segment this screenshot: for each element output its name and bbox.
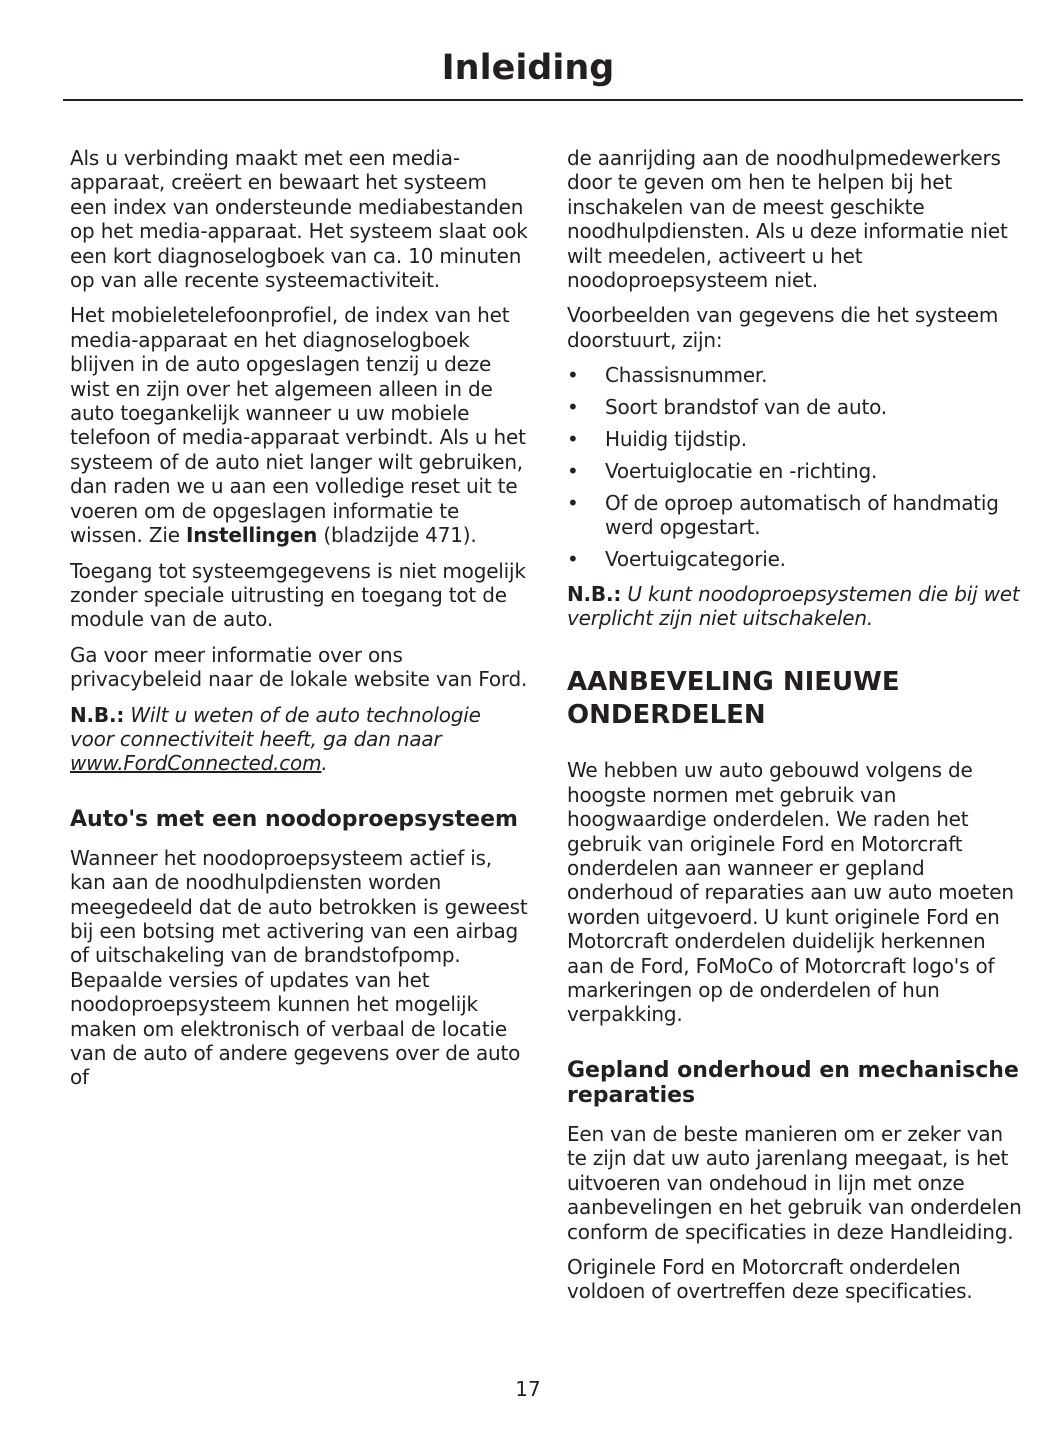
note-label: N.B.: — [70, 702, 125, 727]
page-reference: (bladzijde 471). — [323, 523, 477, 548]
title-divider — [63, 99, 1023, 101]
note-connectivity — [70, 703, 528, 776]
list-item: • Of de oproep automatisch of handmatig werd opgestart. — [567, 490, 999, 540]
bullet-dot: • — [567, 490, 579, 515]
note-end: . — [321, 751, 328, 776]
note-text: Wilt u weten of de auto technologie voor connectiviteit heeft, ga dan naar — [70, 702, 481, 751]
page-number: 17 — [515, 1377, 541, 1401]
note-text: U kunt noodoproepsystemen die bij wet verplicht zijn niet uitschakelen. — [567, 581, 1020, 630]
paragraph-data-examples: Voorbeelden van gegevens die het systeem doorstuurt, zijn: — [567, 303, 999, 352]
list-item: • Chassisnummer. — [567, 363, 768, 388]
bullet-dot: • — [567, 427, 579, 452]
paragraph-media-index: Als u verbinding maakt met een media-apparaat, creëert en bewaart het systeem een index van ondersteunde mediabestanden op het media-apparaat. Het systeem slaat ook een kort diagnoselogboek van ca. 10 minuten op van alle recente systeemactiviteit. — [70, 146, 528, 293]
bullet-dot: • — [567, 458, 579, 483]
list-item: • Soort brandstof van de auto. — [567, 395, 887, 420]
bullet-dot: • — [567, 395, 579, 420]
paragraph-emergency-call: Wanneer het noodoproepsysteem actief is, kan aan de noodhulpdiensten worden meegedeeld dat de auto betrokken is geweest bij een botsing met activering van een airbag of uitschakeling van de brandstofpomp. Bepaalde versies of updates van het noodoproepsysteem kunnen het mogelijk maken om elektronisch of verbaal de locatie van de auto of andere gegevens over de auto of — [70, 845, 528, 1090]
subheading-emergency-call: Auto's met een noodoproepsysteem — [70, 806, 518, 832]
paragraph-maintenance: Een van de beste manieren om er zeker van te zijn dat uw auto jarenlang meegaat, is het uitvoeren van ondehoud in lijn met onze aanbevelingen en het gebruik van onderdelen conform de specificaties in deze Handleiding. — [567, 1121, 1022, 1244]
subheading-maintenance: Gepland onderhoud en mechanische reparaties — [567, 1057, 1019, 1108]
paragraph-system-access: Toegang tot systeemgegevens is niet mogelijk zonder speciale uitrusting en toegang tot de module van de auto. — [70, 558, 526, 632]
settings-reference-link[interactable]: Instellingen — [185, 523, 318, 548]
note-emergency-mandatory — [567, 582, 1027, 631]
paragraph-original-parts: We hebben uw auto gebouwd volgens de hoogste normen met gebruik van hoogwaardige onderdelen. We raden het gebruik van originele Ford en Motorcraft onderdelen aan wanneer er gepland onderhoud of reparaties aan uw auto moeten worden uitgevoerd. U kunt originele Ford en Motorcraft onderdelen duidelijk herkennen aan de Ford, FoMoCo of Motorcraft logo's of markeringen op de onderdelen of hun verpakking. — [567, 758, 1014, 1027]
left-column — [70, 146, 528, 1101]
list-item: • Voertuiglocatie en -richting. — [567, 458, 878, 483]
data-examples-list — [567, 363, 1027, 571]
bullet-dot: • — [567, 363, 579, 388]
paragraph-stored-data-text: Het mobieletelefoonprofiel, de index van het media-apparaat en het diagnoselogboek blijven in de auto opgeslagen tenzij u deze wist en zijn over het algemeen alleen in de auto toegankelijk wanneer u uw mobiele telefoon of media-apparaat verbindt. Als u het systeem of de auto niet langer wilt gebruiken, dan raden we u aan een volledige reset uit te voeren om de opgeslagen informatie te wissen. Zie — [70, 303, 526, 548]
right-column — [567, 146, 1027, 1315]
list-item: • Voertuigcategorie. — [567, 547, 786, 572]
paragraph-stored-data — [70, 303, 528, 547]
ford-connected-link[interactable]: www.FordConnected.com — [70, 751, 322, 776]
bullet-dot: • — [567, 547, 579, 572]
paragraph-emergency-continued: de aanrijding aan de noodhulpmedewerkers door te geven om hen te helpen bij het inschakelen van de meest geschikte noodhulpdiensten. Als u deze informatie niet wilt meedelen, activeert u het noodoproepsysteem niet. — [567, 146, 1008, 293]
paragraph-specifications: Originele Ford en Motorcraft onderdelen voldoen of overtreffen deze specificaties. — [567, 1254, 973, 1304]
section-heading-new-parts: AANBEVELING NIEUWE ONDERDELEN — [567, 667, 900, 731]
paragraph-privacy-policy: Ga voor meer informatie over ons privacybeleid naar de lokale website van Ford. — [70, 642, 528, 692]
page-title: Inleiding — [441, 48, 615, 88]
list-item: • Huidig tijdstip. — [567, 427, 747, 452]
note-label: N.B.: — [567, 581, 622, 606]
